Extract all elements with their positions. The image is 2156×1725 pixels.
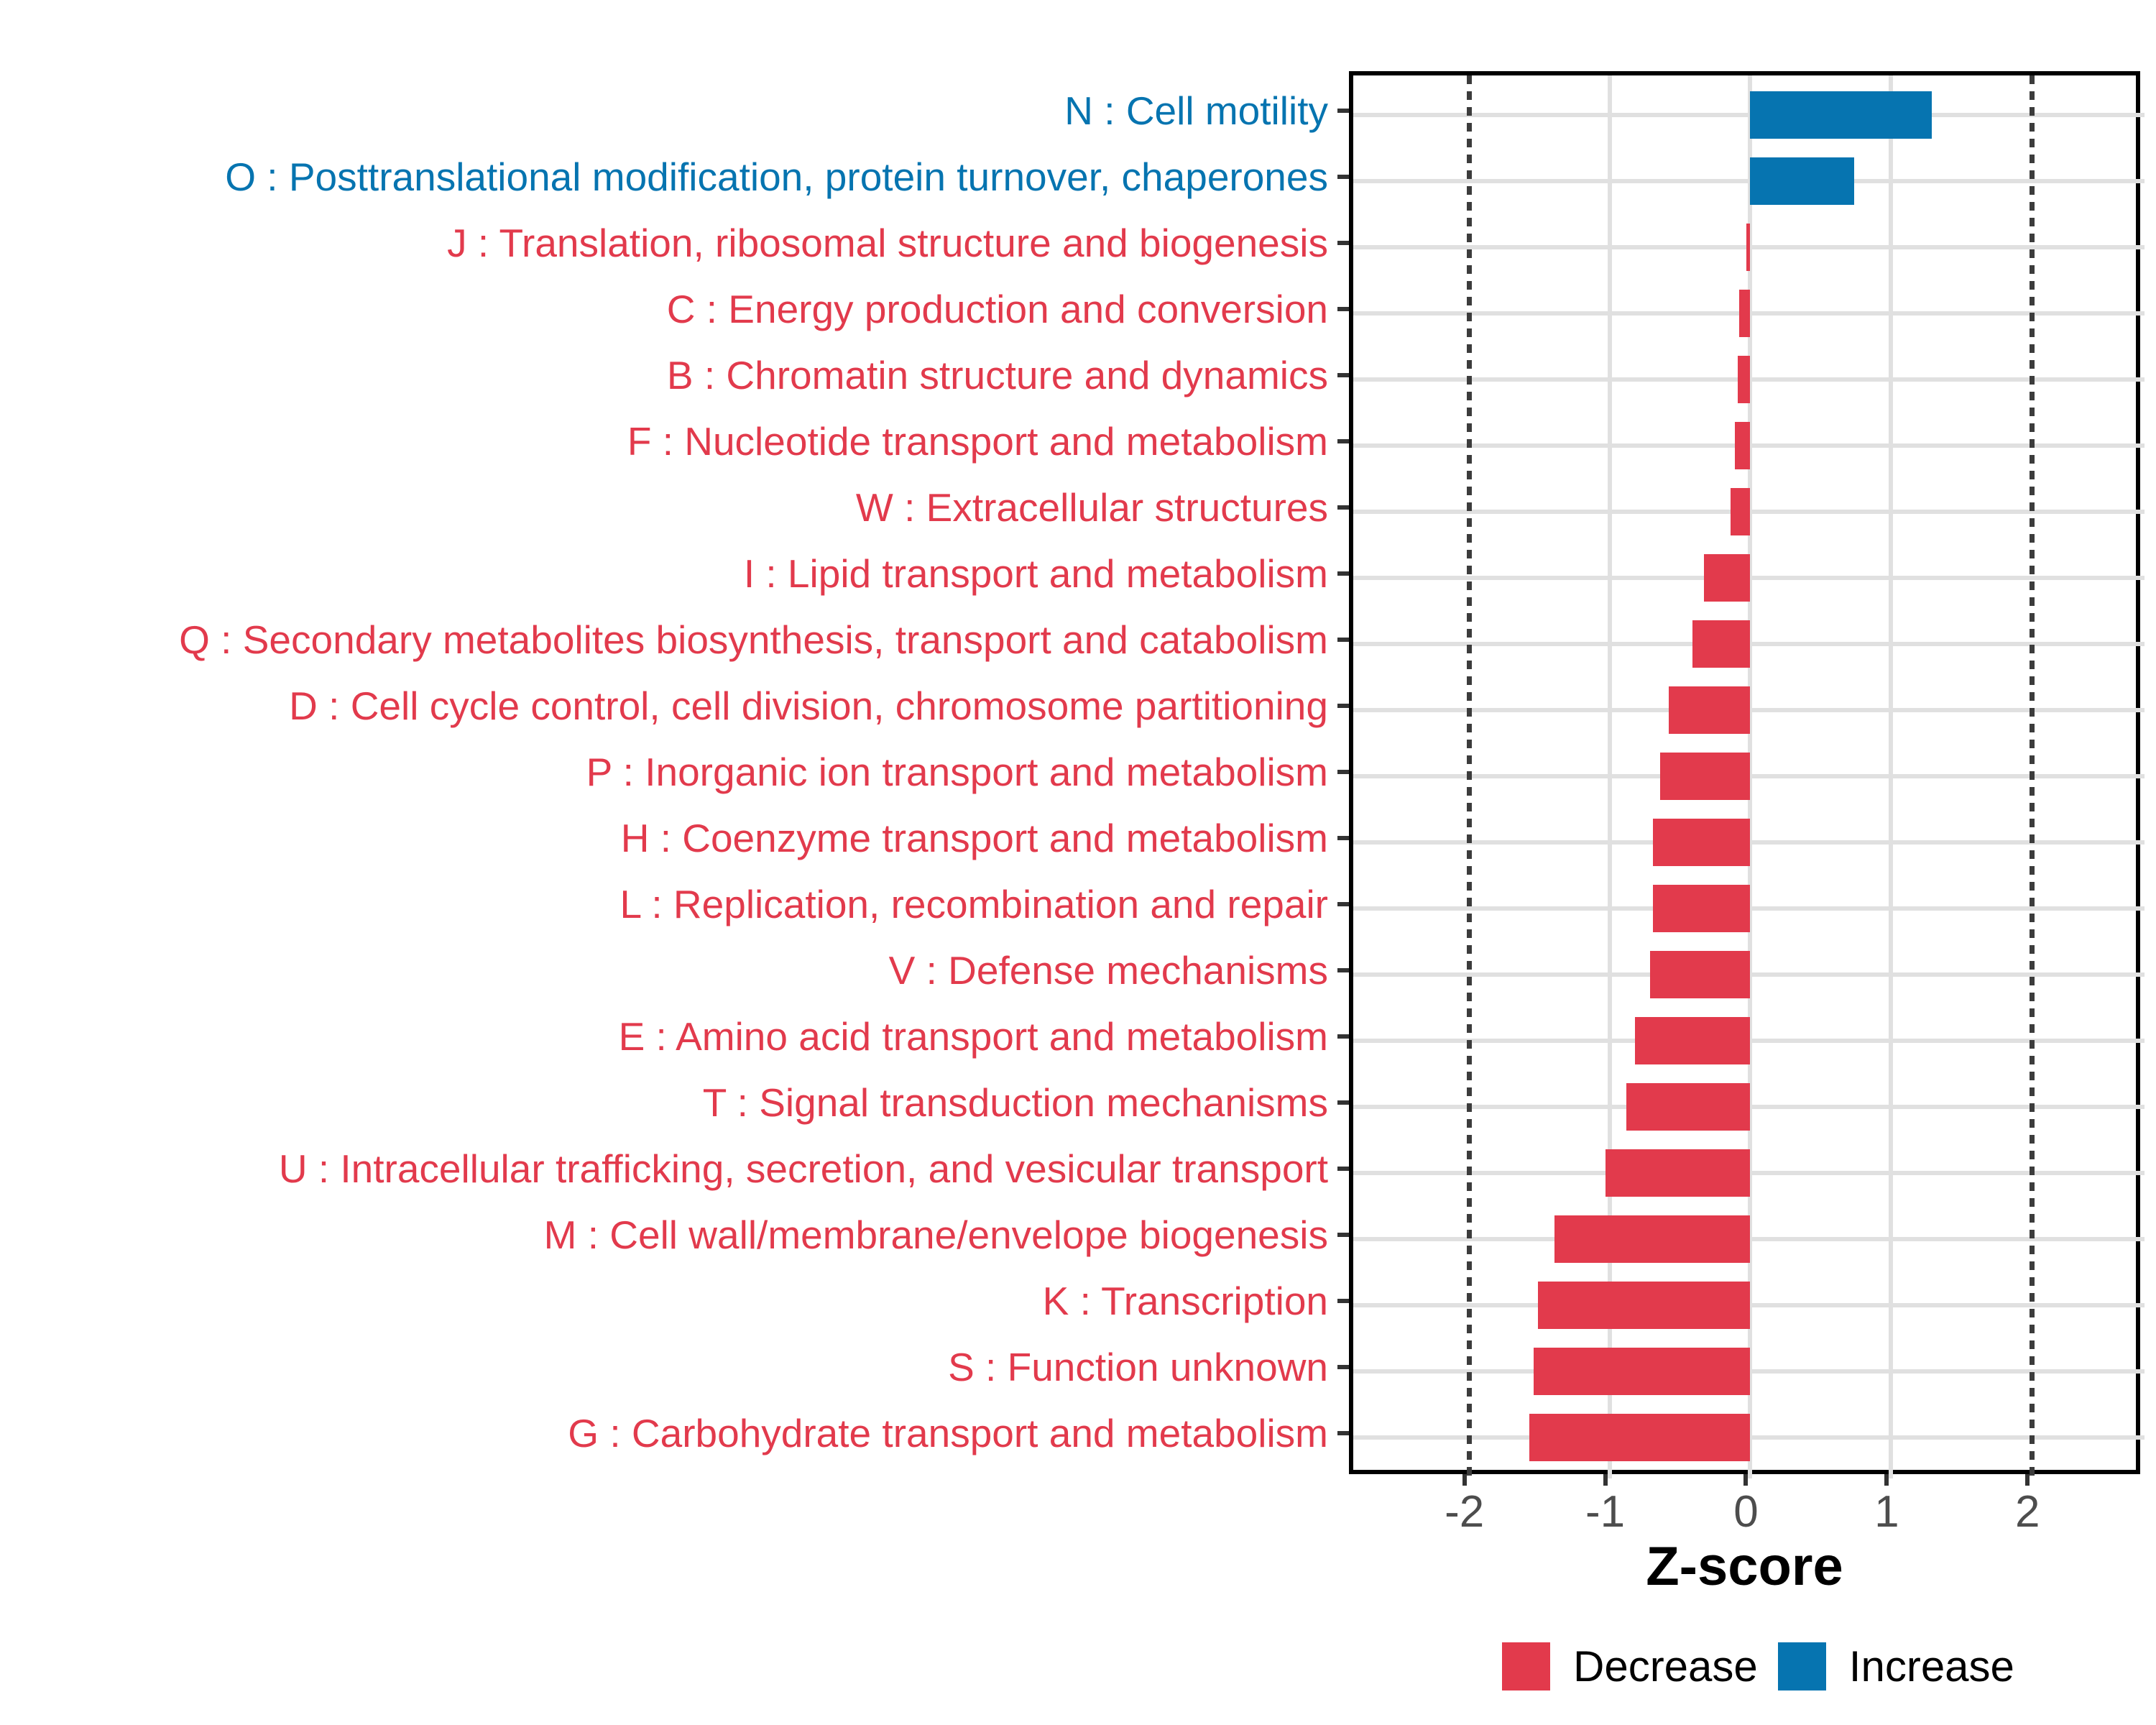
legend [1502, 1642, 2035, 1690]
y-tick-mark [1337, 1233, 1349, 1237]
plot-panel [1349, 71, 2140, 1474]
bar-K [1538, 1282, 1751, 1329]
x-gridline [1889, 75, 1893, 1478]
bar-Q [1692, 620, 1750, 668]
bar-I [1704, 554, 1751, 602]
x-gridline [1608, 75, 1612, 1478]
category-label-O: O : Posttranslational modification, protein turnover, chaperones [225, 155, 1328, 199]
y-tick-mark [1337, 1431, 1349, 1435]
category-label-K: K : Transcription [1042, 1279, 1328, 1323]
legend-swatch-decrease [1502, 1642, 1550, 1690]
category-label-G: G : Carbohydrate transport and metabolism [568, 1411, 1328, 1455]
y-tick-mark [1337, 439, 1349, 443]
bar-C [1739, 290, 1751, 337]
y-tick-mark [1337, 1034, 1349, 1039]
category-label-C: C : Energy production and conversion [666, 287, 1328, 331]
category-label-S: S : Function unknown [948, 1345, 1328, 1389]
y-tick-mark [1337, 770, 1349, 774]
bar-F [1735, 422, 1751, 469]
y-tick-mark [1337, 1299, 1349, 1303]
category-label-B: B : Chromatin structure and dynamics [666, 353, 1328, 397]
bar-T [1626, 1083, 1750, 1131]
threshold-line [2030, 75, 2035, 1478]
bar-B [1738, 356, 1751, 403]
x-tick-label: 1 [1874, 1487, 1899, 1537]
y-tick-mark [1337, 968, 1349, 972]
bar-G [1529, 1414, 1751, 1461]
category-label-D: D : Cell cycle control, cell division, chromosome partitioning [289, 684, 1328, 728]
category-label-Q: Q : Secondary metabolites biosynthesis, transport and catabolism [179, 617, 1328, 662]
x-tick-mark [1462, 1474, 1467, 1486]
x-axis-title: Z-score [1646, 1536, 1843, 1597]
bar-N [1750, 91, 1932, 139]
x-tick-mark [2025, 1474, 2030, 1486]
y-tick-mark [1337, 1167, 1349, 1171]
x-tick-mark [1884, 1474, 1889, 1486]
y-tick-mark [1337, 505, 1349, 510]
category-label-P: P : Inorganic ion transport and metabolism [586, 750, 1328, 794]
category-label-J: J : Translation, ribosomal structure and biogenesis [447, 221, 1328, 265]
category-label-H: H : Coenzyme transport and metabolism [620, 816, 1328, 860]
x-tick-label: -1 [1585, 1487, 1626, 1537]
y-tick-mark [1337, 836, 1349, 840]
y-tick-mark [1337, 704, 1349, 708]
category-label-U: U : Intracellular trafficking, secretion, and vesicular transport [278, 1146, 1328, 1191]
x-tick-label: -2 [1445, 1487, 1485, 1537]
y-tick-mark [1337, 902, 1349, 906]
category-label-L: L : Replication, recombination and repair [619, 882, 1328, 926]
x-tick-label: 2 [2015, 1487, 2040, 1537]
category-label-E: E : Amino acid transport and metabolism [618, 1014, 1328, 1059]
y-tick-mark [1337, 241, 1349, 245]
bar-U [1606, 1149, 1751, 1197]
bar-P [1660, 753, 1750, 800]
y-tick-mark [1337, 175, 1349, 179]
y-tick-mark [1337, 109, 1349, 113]
x-tick-label: 0 [1733, 1487, 1759, 1537]
x-tick-mark [1603, 1474, 1608, 1486]
y-tick-mark [1337, 638, 1349, 642]
bar-O [1750, 157, 1854, 205]
y-tick-mark [1337, 307, 1349, 311]
category-label-T: T : Signal transduction mechanisms [702, 1080, 1328, 1125]
legend-label-increase: Increase [1848, 1642, 2014, 1690]
bar-W [1731, 488, 1750, 535]
x-tick-mark [1743, 1474, 1748, 1486]
legend-label-decrease: Decrease [1573, 1642, 1758, 1690]
bar-D [1669, 686, 1751, 734]
bar-V [1650, 951, 1750, 998]
bar-J [1746, 224, 1751, 271]
threshold-line [1467, 75, 1472, 1478]
category-label-F: F : Nucleotide transport and metabolism [627, 419, 1328, 464]
category-label-N: N : Cell motility [1064, 88, 1328, 133]
y-tick-mark [1337, 571, 1349, 576]
category-label-W: W : Extracellular structures [855, 485, 1328, 530]
category-label-I: I : Lipid transport and metabolism [743, 551, 1328, 596]
category-label-V: V : Defense mechanisms [888, 948, 1328, 993]
bar-S [1534, 1348, 1751, 1395]
bar-M [1554, 1215, 1750, 1263]
y-tick-mark [1337, 1365, 1349, 1369]
legend-swatch-increase [1778, 1642, 1826, 1690]
category-label-M: M : Cell wall/membrane/envelope biogenesis [543, 1213, 1328, 1257]
bar-E [1635, 1017, 1751, 1064]
y-tick-mark [1337, 373, 1349, 377]
y-tick-mark [1337, 1100, 1349, 1105]
bar-H [1653, 819, 1750, 866]
bar-L [1653, 885, 1750, 932]
